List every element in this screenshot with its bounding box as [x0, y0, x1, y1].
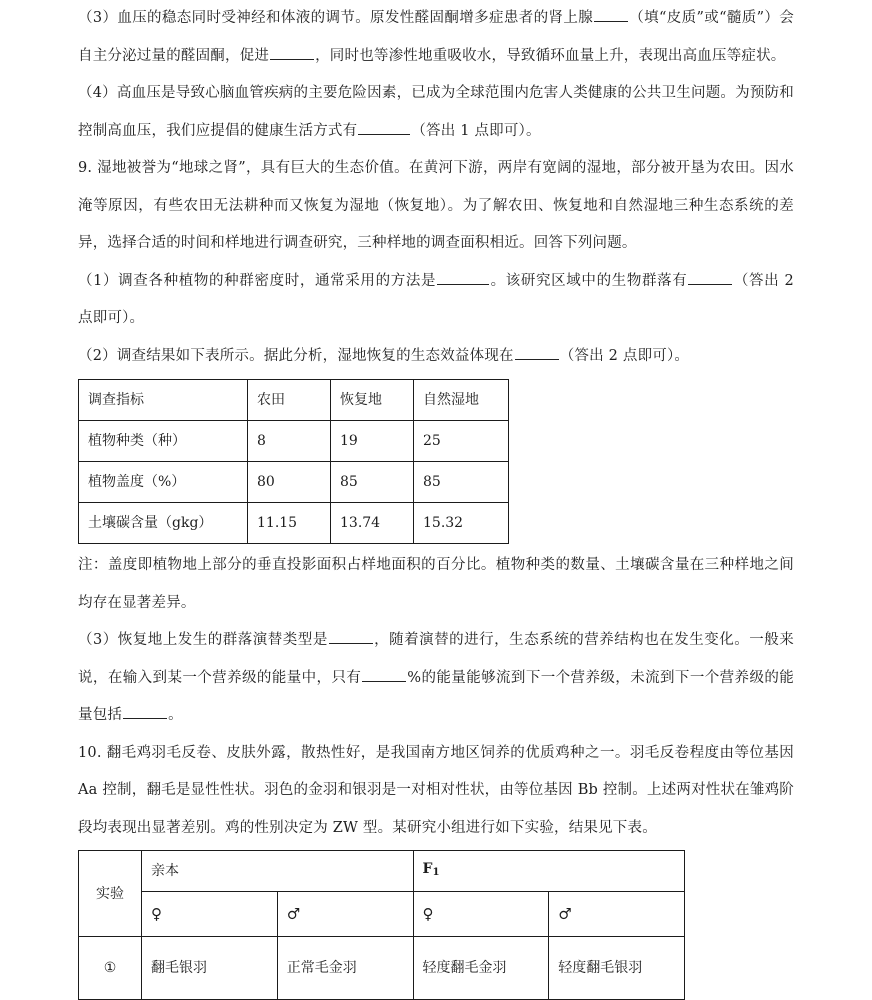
q9-part2-blank-1[interactable] — [515, 345, 559, 360]
q8-part3-blank-1[interactable] — [594, 7, 628, 22]
q8-part3-text-mid2: ，同时也等渗性地重吸收水，导致循环血量上升，表现出高血压等症状。 — [315, 47, 786, 64]
q9-part1-paragraph — [78, 263, 794, 338]
table-header-indicator: 调查指标 — [79, 380, 248, 421]
q10-stem-paragraph: 10. 翻毛鸡羽毛反卷、皮肤外露，散热性好，是我国南方地区饲养的优质鸡种之一。羽毛反卷程度由等位基因 Aa 控制，翻毛是显性性状。羽色的金羽和银羽是一对相对性状，由等位基因 Bb 控制。上述两对性状在雏鸡阶段均表现出显著差别。鸡的性别决定为 ZW 型。某研究小组进行如下实验，结果见下表。 — [78, 744, 794, 836]
q9-stem-paragraph: 9. 湿地被誉为“地球之肾”，具有巨大的生态价值。在黄河下游，两岸有宽阔的湿地，部分被开垦为农田。因水淹等原因，有些农田无法耕种而又恢复为湿地（恢复地）。为了解农田、恢复地和自然湿地三种生态系统的差异，选择合适的时间和样地进行调查研究，三种样地的调查面积相近。回答下列问题。 — [78, 160, 794, 251]
q8-part3-blank-2[interactable] — [270, 45, 314, 60]
experiment-number: ① — [79, 937, 142, 1000]
cell-plant-species-farmland: 8 — [248, 421, 331, 462]
table-row — [79, 462, 509, 503]
q9-part1-blank-2[interactable] — [688, 270, 732, 285]
cell-soil-carbon-farmland: 11.15 — [248, 503, 331, 544]
q8-part4-text-prefix: （4）高血压是导致心脑血管疾病的主要危险因素，已成为全球范围内危害人类健康的公共卫生问题。为预防和控制高血压，我们应提倡的健康生活方式有 — [78, 85, 794, 139]
table-header-restored: 恢复地 — [331, 380, 414, 421]
cell-plant-coverage-wetland: 85 — [414, 462, 509, 503]
table-row — [79, 937, 685, 1000]
f1-subscript: 1 — [432, 867, 440, 878]
row-label-plant-coverage: 植物盖度（%） — [79, 462, 248, 503]
table-row — [79, 421, 509, 462]
table-row — [79, 503, 509, 544]
table-header-row — [79, 380, 509, 421]
q9-part1-blank-1[interactable] — [437, 270, 489, 285]
table-header-parents: 亲本 — [142, 851, 414, 892]
q9-part2-text-suffix: （答出 2 点即可）。 — [559, 347, 690, 364]
q9-part2-text-prefix: （2）调查结果如下表所示。据此分析，湿地恢复的生态效益体现在 — [78, 347, 514, 364]
q8-part3-paragraph — [78, 0, 794, 75]
q9-table-note: 注：盖度即植物地上部分的垂直投影面积占样地面积的百分比。植物种类的数量、土壤碳含量在三种样地之间均存在显著差异。 — [78, 557, 794, 611]
q9-part3-blank-1[interactable] — [329, 629, 373, 644]
q9-part3-paragraph — [78, 622, 794, 735]
cell-soil-carbon-restored: 13.74 — [331, 503, 414, 544]
parent-female-symbol: ♀ — [142, 892, 278, 937]
q8-part3-text-prefix: （3）血压的稳态同时受神经和体液的调节。原发性醛固酮增多症患者的肾上腺 — [78, 10, 594, 26]
cell-plant-coverage-farmland: 80 — [248, 462, 331, 503]
table-header-row-top — [79, 851, 685, 892]
table-header-row-sex — [79, 892, 685, 937]
q9-part3-text-mid2: %的能量能够流到下一个营养级，未流到下一个营养级的能量包括 — [78, 669, 794, 723]
cell-parent-female-phenotype: 翻毛银羽 — [142, 937, 278, 1000]
cell-plant-species-restored: 19 — [331, 421, 414, 462]
cell-f1-male-phenotype: 轻度翻毛银羽 — [549, 937, 685, 1000]
q9-part1-text-prefix: （1）调查各种植物的种群密度时，通常采用的方法是 — [78, 272, 437, 289]
table-header-farmland: 农田 — [248, 380, 331, 421]
q8-part4-paragraph — [78, 75, 794, 150]
table-header-f1 — [413, 851, 685, 892]
f1-female-symbol: ♀ — [413, 892, 549, 937]
q9-part3-text-suffix: 。 — [168, 707, 183, 723]
parent-male-symbol: ♂ — [277, 892, 413, 937]
cross-experiment-table — [78, 850, 685, 1000]
cell-plant-species-wetland: 25 — [414, 421, 509, 462]
cell-f1-female-phenotype: 轻度翻毛金羽 — [413, 937, 549, 1000]
exam-page — [78, 0, 794, 1000]
f1-male-symbol: ♂ — [549, 892, 685, 937]
row-label-plant-species: 植物种类（种） — [79, 421, 248, 462]
q9-part3-text-prefix: （3）恢复地上发生的群落演替类型是 — [78, 632, 328, 648]
survey-results-table — [78, 379, 509, 544]
cell-soil-carbon-wetland: 15.32 — [414, 503, 509, 544]
q9-part1-text-suffix: （答出 2 点即可）。 — [78, 272, 794, 326]
q8-part4-blank-1[interactable] — [358, 120, 410, 135]
q8-part3-text-mid1: （填“皮质”或“髓质”）会自主分泌过量的醛固酮，促进 — [78, 10, 794, 64]
q9-part3-text-mid1: ，随着演替的进行，生态系统的营养结构也在发生变化。一般来说，在输入到某一个营养级的能量中，只有 — [78, 632, 794, 686]
q9-part1-text-mid: 。该研究区域中的生物群落有 — [490, 272, 688, 289]
f1-label: F — [422, 860, 433, 877]
q9-part3-blank-3[interactable] — [123, 704, 167, 719]
q8-part4-text-suffix: （答出 1 点即可）。 — [411, 122, 541, 139]
cell-parent-male-phenotype: 正常毛金羽 — [277, 937, 413, 1000]
q9-part2-paragraph — [78, 338, 794, 376]
table-header-natural-wetland: 自然湿地 — [414, 380, 509, 421]
q9-part3-blank-2[interactable] — [362, 667, 406, 682]
table-header-experiment: 实验 — [79, 851, 142, 937]
cell-plant-coverage-restored: 85 — [331, 462, 414, 503]
row-label-soil-carbon: 土壤碳含量（gkg） — [79, 503, 248, 544]
